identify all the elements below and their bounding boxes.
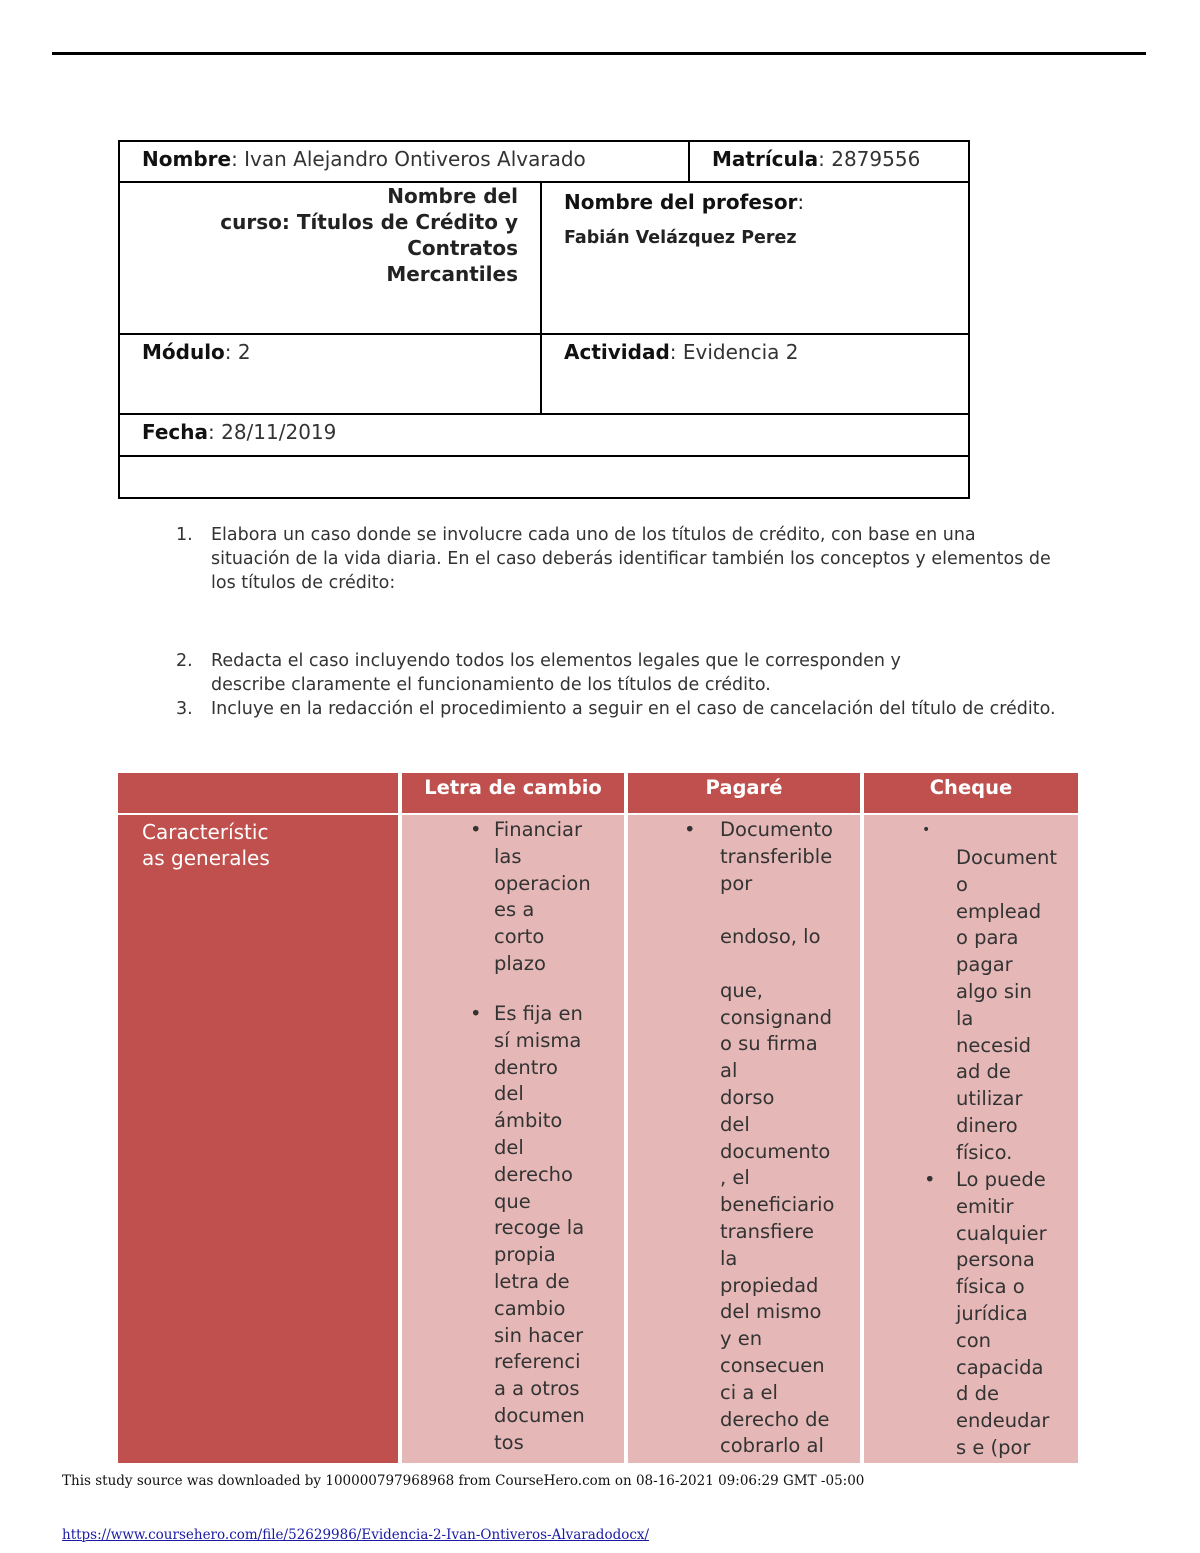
curso-label: Nombre del — [387, 184, 518, 208]
cell-line: propia — [494, 1243, 556, 1267]
cell-line: documento — [720, 1139, 831, 1163]
cell-line: corto — [494, 925, 545, 949]
cell-line: del — [720, 1112, 750, 1136]
cell-line: d de — [956, 1382, 999, 1406]
cheque-bullet-1 — [956, 845, 1057, 1167]
fecha-cell — [120, 415, 968, 455]
row-label-cell — [118, 815, 398, 1463]
row-label-line: as generales — [142, 846, 270, 870]
source-url-link[interactable]: https://www.coursehero.com/file/52629986/Evidencia-2-Ivan-Ontiveros-Alvaradodocx/ — [62, 1527, 650, 1543]
cell-line: o para — [956, 926, 1019, 950]
letra-bullet-2 — [494, 1001, 585, 1457]
curso-line2: curso: Títulos de Crédito y — [220, 210, 518, 234]
cell-line: propiedad — [720, 1273, 819, 1297]
nombre-cell — [120, 142, 688, 181]
cell-line: dorso — [720, 1085, 775, 1109]
cell-line: del mismo — [720, 1300, 822, 1324]
info-row-module — [120, 335, 968, 415]
profesor-colon: : — [797, 190, 805, 214]
actividad-cell — [540, 335, 968, 413]
cell-line: dinero — [956, 1113, 1018, 1137]
cell-line: jurídica — [956, 1301, 1028, 1325]
cell-line: cualquier — [956, 1221, 1047, 1245]
instruction-3 — [176, 697, 1096, 721]
curso-line3: Contratos — [407, 236, 518, 260]
cell-line: recoge la — [494, 1216, 585, 1240]
info-row-name — [120, 142, 968, 183]
info-row-empty — [120, 457, 968, 497]
profesor-name: Fabián Velázquez Perez — [564, 228, 797, 248]
cell-line: algo sin — [956, 979, 1032, 1003]
cell-line: que — [494, 1189, 531, 1213]
header-pagare: Pagaré — [628, 773, 860, 813]
cell-line: o — [956, 872, 968, 896]
instruction-line: Incluye en la redacción el procedimiento a seguir en el caso de cancelación del título de crédito. — [211, 699, 1056, 719]
student-info-table — [118, 140, 970, 499]
top-rule — [52, 52, 1146, 55]
nombre-value: : Ivan Alejandro Ontiveros Alvarado — [231, 147, 586, 171]
actividad-value: : Evidencia 2 — [669, 340, 799, 364]
nombre-label: Nombre — [142, 147, 232, 171]
modulo-value: : 2 — [224, 340, 251, 364]
cell-line: del — [494, 1135, 524, 1159]
cell-line — [720, 951, 860, 978]
bullet-icon: • — [684, 818, 696, 841]
cell-line: beneficiario — [720, 1193, 835, 1217]
instruction-line: situación de la vida diaria. En el caso deberás identificar también los conceptos y elementos de — [211, 549, 1051, 569]
cell-line: físico. — [956, 1140, 1013, 1164]
instruction-line: Elabora un caso donde se involucre cada uno de los títulos de crédito, con base en una — [211, 525, 976, 545]
cheque-bullet-2 — [956, 1167, 1049, 1462]
cell-line: derecho de — [720, 1407, 830, 1431]
profesor-cell — [540, 183, 968, 333]
fecha-value: : 28/11/2019 — [208, 420, 337, 444]
cell-line: o su firma — [720, 1032, 818, 1056]
letra-bullet-1 — [494, 817, 591, 978]
cell-line: física o — [956, 1275, 1025, 1299]
header-empty — [118, 773, 398, 813]
cell-line: la — [720, 1246, 738, 1270]
cell-line: referenci — [494, 1350, 581, 1374]
cell-line: documen — [494, 1403, 585, 1427]
instruction-number: 2. — [176, 651, 193, 671]
cell-line: transfiere — [720, 1219, 814, 1243]
cell-line: Lo puede — [956, 1168, 1046, 1191]
cell-line — [720, 897, 860, 924]
cell-line: consignand — [720, 1005, 833, 1029]
cell-line: Document — [956, 846, 1058, 869]
instruction-2 — [176, 649, 1096, 697]
cell-line: por — [720, 871, 753, 895]
actividad-label: Actividad — [564, 340, 670, 364]
bullet-icon: • — [922, 822, 931, 838]
cell-line: ad de — [956, 1060, 1011, 1084]
cell-line: consecuen — [720, 1353, 825, 1377]
curso-cell — [120, 183, 540, 333]
cell-line: Es fija en — [494, 1002, 583, 1025]
cell-line: las — [494, 844, 522, 868]
bullet-icon: • — [470, 1002, 482, 1025]
cell-line: cobrarlo al — [720, 1434, 824, 1458]
cell-line: operacion — [494, 871, 591, 895]
matricula-value: : 2879556 — [818, 147, 921, 171]
cell-line: necesid — [956, 1033, 1032, 1057]
curso-line4: Mercantiles — [386, 262, 518, 286]
cell-line: persona — [956, 1248, 1035, 1272]
cell-line: utilizar — [956, 1087, 1023, 1111]
cell-line: Financiar — [494, 818, 582, 841]
cell-line: la — [956, 1006, 974, 1030]
cell-line: , el — [720, 1166, 750, 1190]
cell-line: tos — [494, 1430, 524, 1454]
info-row-date — [120, 415, 968, 457]
instruction-number: 1. — [176, 525, 193, 545]
cell-line: dentro — [494, 1055, 558, 1079]
bullet-icon: • — [470, 818, 482, 841]
cheque-cell — [864, 815, 1078, 1463]
titles-comparison-table — [118, 773, 1078, 1463]
cell-line: pagar — [956, 953, 1013, 977]
cell-line: del — [494, 1082, 524, 1106]
modulo-cell — [120, 335, 540, 413]
instruction-line: describe claramente el funcionamiento de los títulos de crédito. — [211, 675, 771, 695]
source-footer: This study source was downloaded by 100000797968968 from CourseHero.com on 08-16-2021 09:06:29 GMT -05:00 — [62, 1473, 865, 1489]
instruction-line: los títulos de crédito: — [211, 573, 396, 593]
cell-line: al — [720, 1059, 738, 1083]
cell-line: plazo — [494, 951, 546, 975]
modulo-label: Módulo — [142, 340, 225, 364]
pagare-cell — [628, 815, 860, 1463]
cell-line: sin hacer — [494, 1323, 584, 1347]
cell-line: Documento — [720, 818, 833, 841]
cell-line: letra de — [494, 1269, 570, 1293]
cell-line: que, — [720, 978, 763, 1002]
cell-line: capacida — [956, 1355, 1044, 1379]
cell-line: ámbito — [494, 1109, 563, 1133]
letra-cell — [402, 815, 624, 1463]
profesor-label: Nombre del profesor — [564, 190, 798, 214]
instruction-number: 3. — [176, 699, 193, 719]
cell-line: cambio — [494, 1296, 566, 1320]
bullet-icon: • — [924, 1168, 936, 1191]
instruction-1 — [176, 523, 1096, 595]
cell-line: es a — [494, 898, 535, 922]
info-row-course — [120, 183, 968, 335]
row-label-line: Característic — [142, 820, 269, 844]
instruction-line: Redacta el caso incluyendo todos los elementos legales que le corresponden y — [211, 651, 901, 671]
cell-line: emplead — [956, 899, 1042, 923]
pagare-text — [720, 817, 860, 1460]
matricula-cell — [688, 142, 968, 181]
cell-line: sí misma — [494, 1028, 582, 1052]
cell-line: ci a el — [720, 1380, 778, 1404]
cell-line: y en — [720, 1327, 763, 1351]
cell-line: a a otros — [494, 1377, 580, 1401]
cell-line: endoso, lo — [720, 925, 821, 949]
header-cheque: Cheque — [864, 773, 1078, 813]
cell-line: endeudar — [956, 1409, 1050, 1433]
header-letra: Letra de cambio — [402, 773, 624, 813]
cell-line: con — [956, 1328, 992, 1352]
matricula-label: Matrícula — [712, 147, 819, 171]
cell-line: emitir — [956, 1194, 1014, 1218]
cell-line: transferible — [720, 844, 833, 868]
cell-line: s e (por — [956, 1435, 1031, 1459]
fecha-label: Fecha — [142, 420, 209, 444]
cell-line: derecho — [494, 1162, 573, 1186]
